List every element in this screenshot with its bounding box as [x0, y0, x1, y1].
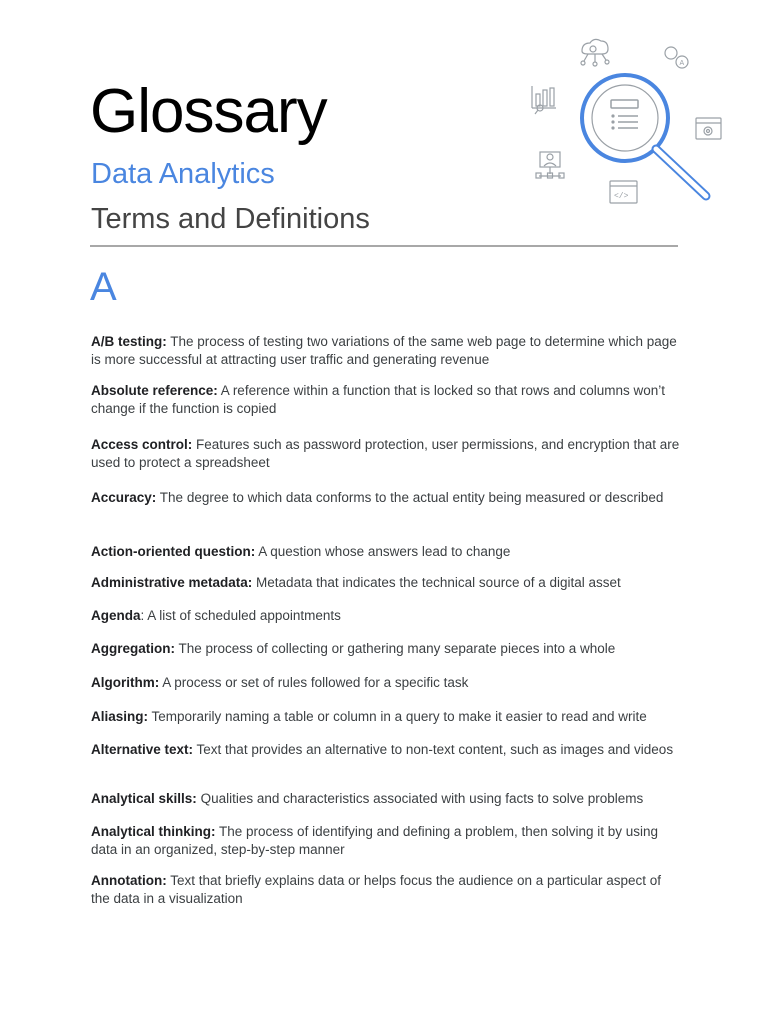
- glossary-entry: [91, 489, 681, 507]
- definition: A reference within a function that is locked so that rows and columns won’t change if the function is copied: [91, 383, 666, 416]
- definition: : A list of scheduled appointments: [140, 608, 341, 623]
- definition: Text that briefly explains data or helps focus the audience on a particular aspect of the data in a visualization: [91, 873, 662, 906]
- glossary-entry: [91, 640, 681, 658]
- definition: Qualities and characteristics associated with using facts to solve problems: [196, 791, 644, 806]
- definition: The degree to which data conforms to the actual entity being measured or described: [156, 490, 664, 505]
- term: Access control:: [91, 437, 193, 452]
- term: Aggregation:: [91, 641, 175, 656]
- glossary-entry: [91, 382, 681, 418]
- definition: Metadata that indicates the technical source of a digital asset: [252, 575, 621, 590]
- term: Administrative metadata:: [91, 575, 253, 590]
- section-letter: A: [90, 265, 117, 309]
- definition: The process of identifying and defining a problem, then solving it by using data in an organized, step-by-step manner: [91, 824, 659, 857]
- glossary-entry: [91, 607, 681, 625]
- glossary-entry: [91, 741, 681, 759]
- definition: A process or set of rules followed for a specific task: [159, 675, 469, 690]
- glossary-entry: [91, 790, 681, 808]
- glossary-entry: [91, 674, 681, 692]
- header-divider: [90, 245, 678, 247]
- glossary-entry: [91, 436, 681, 472]
- glossary-entry: [91, 333, 681, 369]
- term: Alternative text:: [91, 742, 194, 757]
- glossary-entry: [91, 708, 681, 726]
- glossary-illustration: [510, 28, 740, 213]
- glossary-entry: [91, 574, 681, 592]
- term: Aliasing:: [91, 709, 149, 724]
- term: Action-oriented question:: [91, 544, 256, 559]
- term: A/B testing:: [91, 334, 167, 349]
- glossary-entry: [91, 823, 681, 859]
- term: Analytical skills:: [91, 791, 197, 806]
- definition: The process of testing two variations of the same web page to determine which page is more successful at attracting user traffic and generating revenue: [91, 334, 677, 367]
- page-title: Glossary: [90, 77, 327, 146]
- glossary-entry: [91, 543, 681, 561]
- definition: Temporarily naming a table or column in a query to make it easier to read and write: [148, 709, 647, 724]
- svg-text:A: A: [679, 60, 685, 67]
- definition: The process of collecting or gathering many separate pieces into a whole: [175, 641, 616, 656]
- definition: Text that provides an alternative to non-text content, such as images and videos: [193, 742, 674, 757]
- term: Algorithm:: [91, 675, 160, 690]
- page-subtitle: Data Analytics: [91, 158, 275, 190]
- definition: A question whose answers lead to change: [255, 544, 511, 559]
- term: Agenda: [91, 608, 141, 623]
- term: Absolute reference:: [91, 383, 218, 398]
- section-heading: Terms and Definitions: [91, 203, 370, 235]
- term: Analytical thinking:: [91, 824, 216, 839]
- definition: Features such as password protection, user permissions, and encryption that are used to protect a spreadsheet: [91, 437, 680, 470]
- term: Accuracy:: [91, 490, 157, 505]
- glossary-entry: [91, 872, 681, 908]
- term: Annotation:: [91, 873, 167, 888]
- svg-text:</>: </>: [614, 192, 629, 201]
